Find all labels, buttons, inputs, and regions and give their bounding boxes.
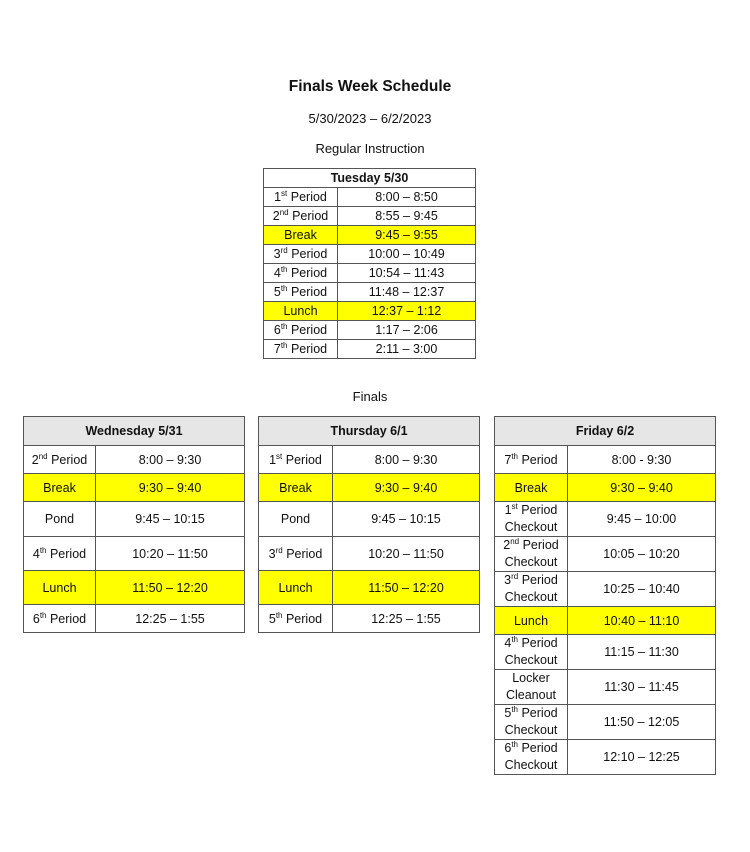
period-cell: Lunch [495,607,568,635]
time-cell: 10:20 – 11:50 [333,537,480,571]
period-cell: 6th Period Checkout [495,740,568,775]
time-cell: 8:00 – 8:50 [338,188,476,207]
table-row [495,572,716,607]
time-cell: 11:50 – 12:20 [96,571,245,605]
period-cell: 6th Period [24,605,96,633]
table-row [495,446,716,474]
time-cell: 10:54 – 11:43 [338,264,476,283]
period-cell: 7th Period [495,446,568,474]
table-row [264,226,476,245]
period-cell: 2nd Period [24,446,96,474]
table-row [24,474,245,502]
time-cell: 12:25 – 1:55 [96,605,245,633]
period-cell: Break [24,474,96,502]
date-range: 5/30/2023 – 6/2/2023 [308,111,432,126]
table-row [259,474,480,502]
period-cell: Lunch [24,571,96,605]
table-header: Friday 6/2 [495,417,716,446]
time-cell: 9:30 – 9:40 [568,474,716,502]
table-row [24,537,245,571]
table-row [495,474,716,502]
time-cell: 8:55 – 9:45 [338,207,476,226]
table-row [264,245,476,264]
table-row [264,264,476,283]
table-row [24,571,245,605]
table-header: Thursday 6/1 [259,417,480,446]
time-cell: 10:00 – 10:49 [338,245,476,264]
period-cell: 5th Period [259,605,333,633]
period-cell: Lunch [259,571,333,605]
time-cell: 9:30 – 9:40 [96,474,245,502]
time-cell: 11:15 – 11:30 [568,635,716,670]
table-row [495,502,716,537]
period-cell: 2nd Period [264,207,338,226]
table-row [259,537,480,571]
period-cell: 7th Period [264,340,338,359]
regular-instruction-heading: Regular Instruction [315,141,425,156]
table-header: Wednesday 5/31 [24,417,245,446]
period-cell: 4th Period [264,264,338,283]
table-row [495,670,716,705]
period-cell: 3rd Period Checkout [495,572,568,607]
time-cell: 11:50 – 12:05 [568,705,716,740]
tuesday-schedule-table [263,168,476,359]
table-row [24,605,245,633]
period-cell: 5th Period Checkout [495,705,568,740]
wednesday-schedule-table [23,416,245,633]
thursday-schedule-table [258,416,480,633]
time-cell: 9:45 – 10:15 [96,502,245,537]
time-cell: 10:20 – 11:50 [96,537,245,571]
period-cell: 3rd Period [259,537,333,571]
period-cell: 5th Period [264,283,338,302]
time-cell: 9:30 – 9:40 [333,474,480,502]
time-cell: 11:30 – 11:45 [568,670,716,705]
page-title: Finals Week Schedule [288,78,452,95]
table-row [495,537,716,572]
period-cell: Pond [24,502,96,537]
table-row [259,446,480,474]
period-cell: 2nd Period Checkout [495,537,568,572]
time-cell: 10:05 – 10:20 [568,537,716,572]
period-cell: 1st Period Checkout [495,502,568,537]
time-cell: 9:45 – 9:55 [338,226,476,245]
time-cell: 10:40 – 11:10 [568,607,716,635]
table-row [264,302,476,321]
time-cell: 8:00 - 9:30 [568,446,716,474]
table-row [259,571,480,605]
time-cell: 12:37 – 1:12 [338,302,476,321]
period-cell: 1st Period [259,446,333,474]
table-row [264,207,476,226]
table-row [259,605,480,633]
table-row [24,502,245,537]
period-cell: Break [495,474,568,502]
time-cell: 2:11 – 3:00 [338,340,476,359]
period-cell: Break [259,474,333,502]
table-row [264,340,476,359]
period-cell: 4th Period Checkout [495,635,568,670]
time-cell: 12:25 – 1:55 [333,605,480,633]
table-row [495,635,716,670]
time-cell: 10:25 – 10:40 [568,572,716,607]
period-cell: 1st Period [264,188,338,207]
time-cell: 9:45 – 10:15 [333,502,480,537]
time-cell: 8:00 – 9:30 [96,446,245,474]
time-cell: 8:00 – 9:30 [333,446,480,474]
time-cell: 11:48 – 12:37 [338,283,476,302]
period-cell: Locker Cleanout [495,670,568,705]
period-cell: Break [264,226,338,245]
table-row [264,283,476,302]
period-cell: 6th Period [264,321,338,340]
time-cell: 11:50 – 12:20 [333,571,480,605]
table-row [264,321,476,340]
table-header: Tuesday 5/30 [264,169,476,188]
period-cell: Pond [259,502,333,537]
time-cell: 1:17 – 2:06 [338,321,476,340]
table-row [24,446,245,474]
friday-schedule-table [494,416,716,775]
time-cell: 9:45 – 10:00 [568,502,716,537]
period-cell: 3rd Period [264,245,338,264]
table-row [259,502,480,537]
finals-heading: Finals [352,389,388,404]
table-row [495,740,716,775]
period-cell: Lunch [264,302,338,321]
time-cell: 12:10 – 12:25 [568,740,716,775]
table-row [264,188,476,207]
table-row [495,705,716,740]
table-row [495,607,716,635]
period-cell: 4th Period [24,537,96,571]
